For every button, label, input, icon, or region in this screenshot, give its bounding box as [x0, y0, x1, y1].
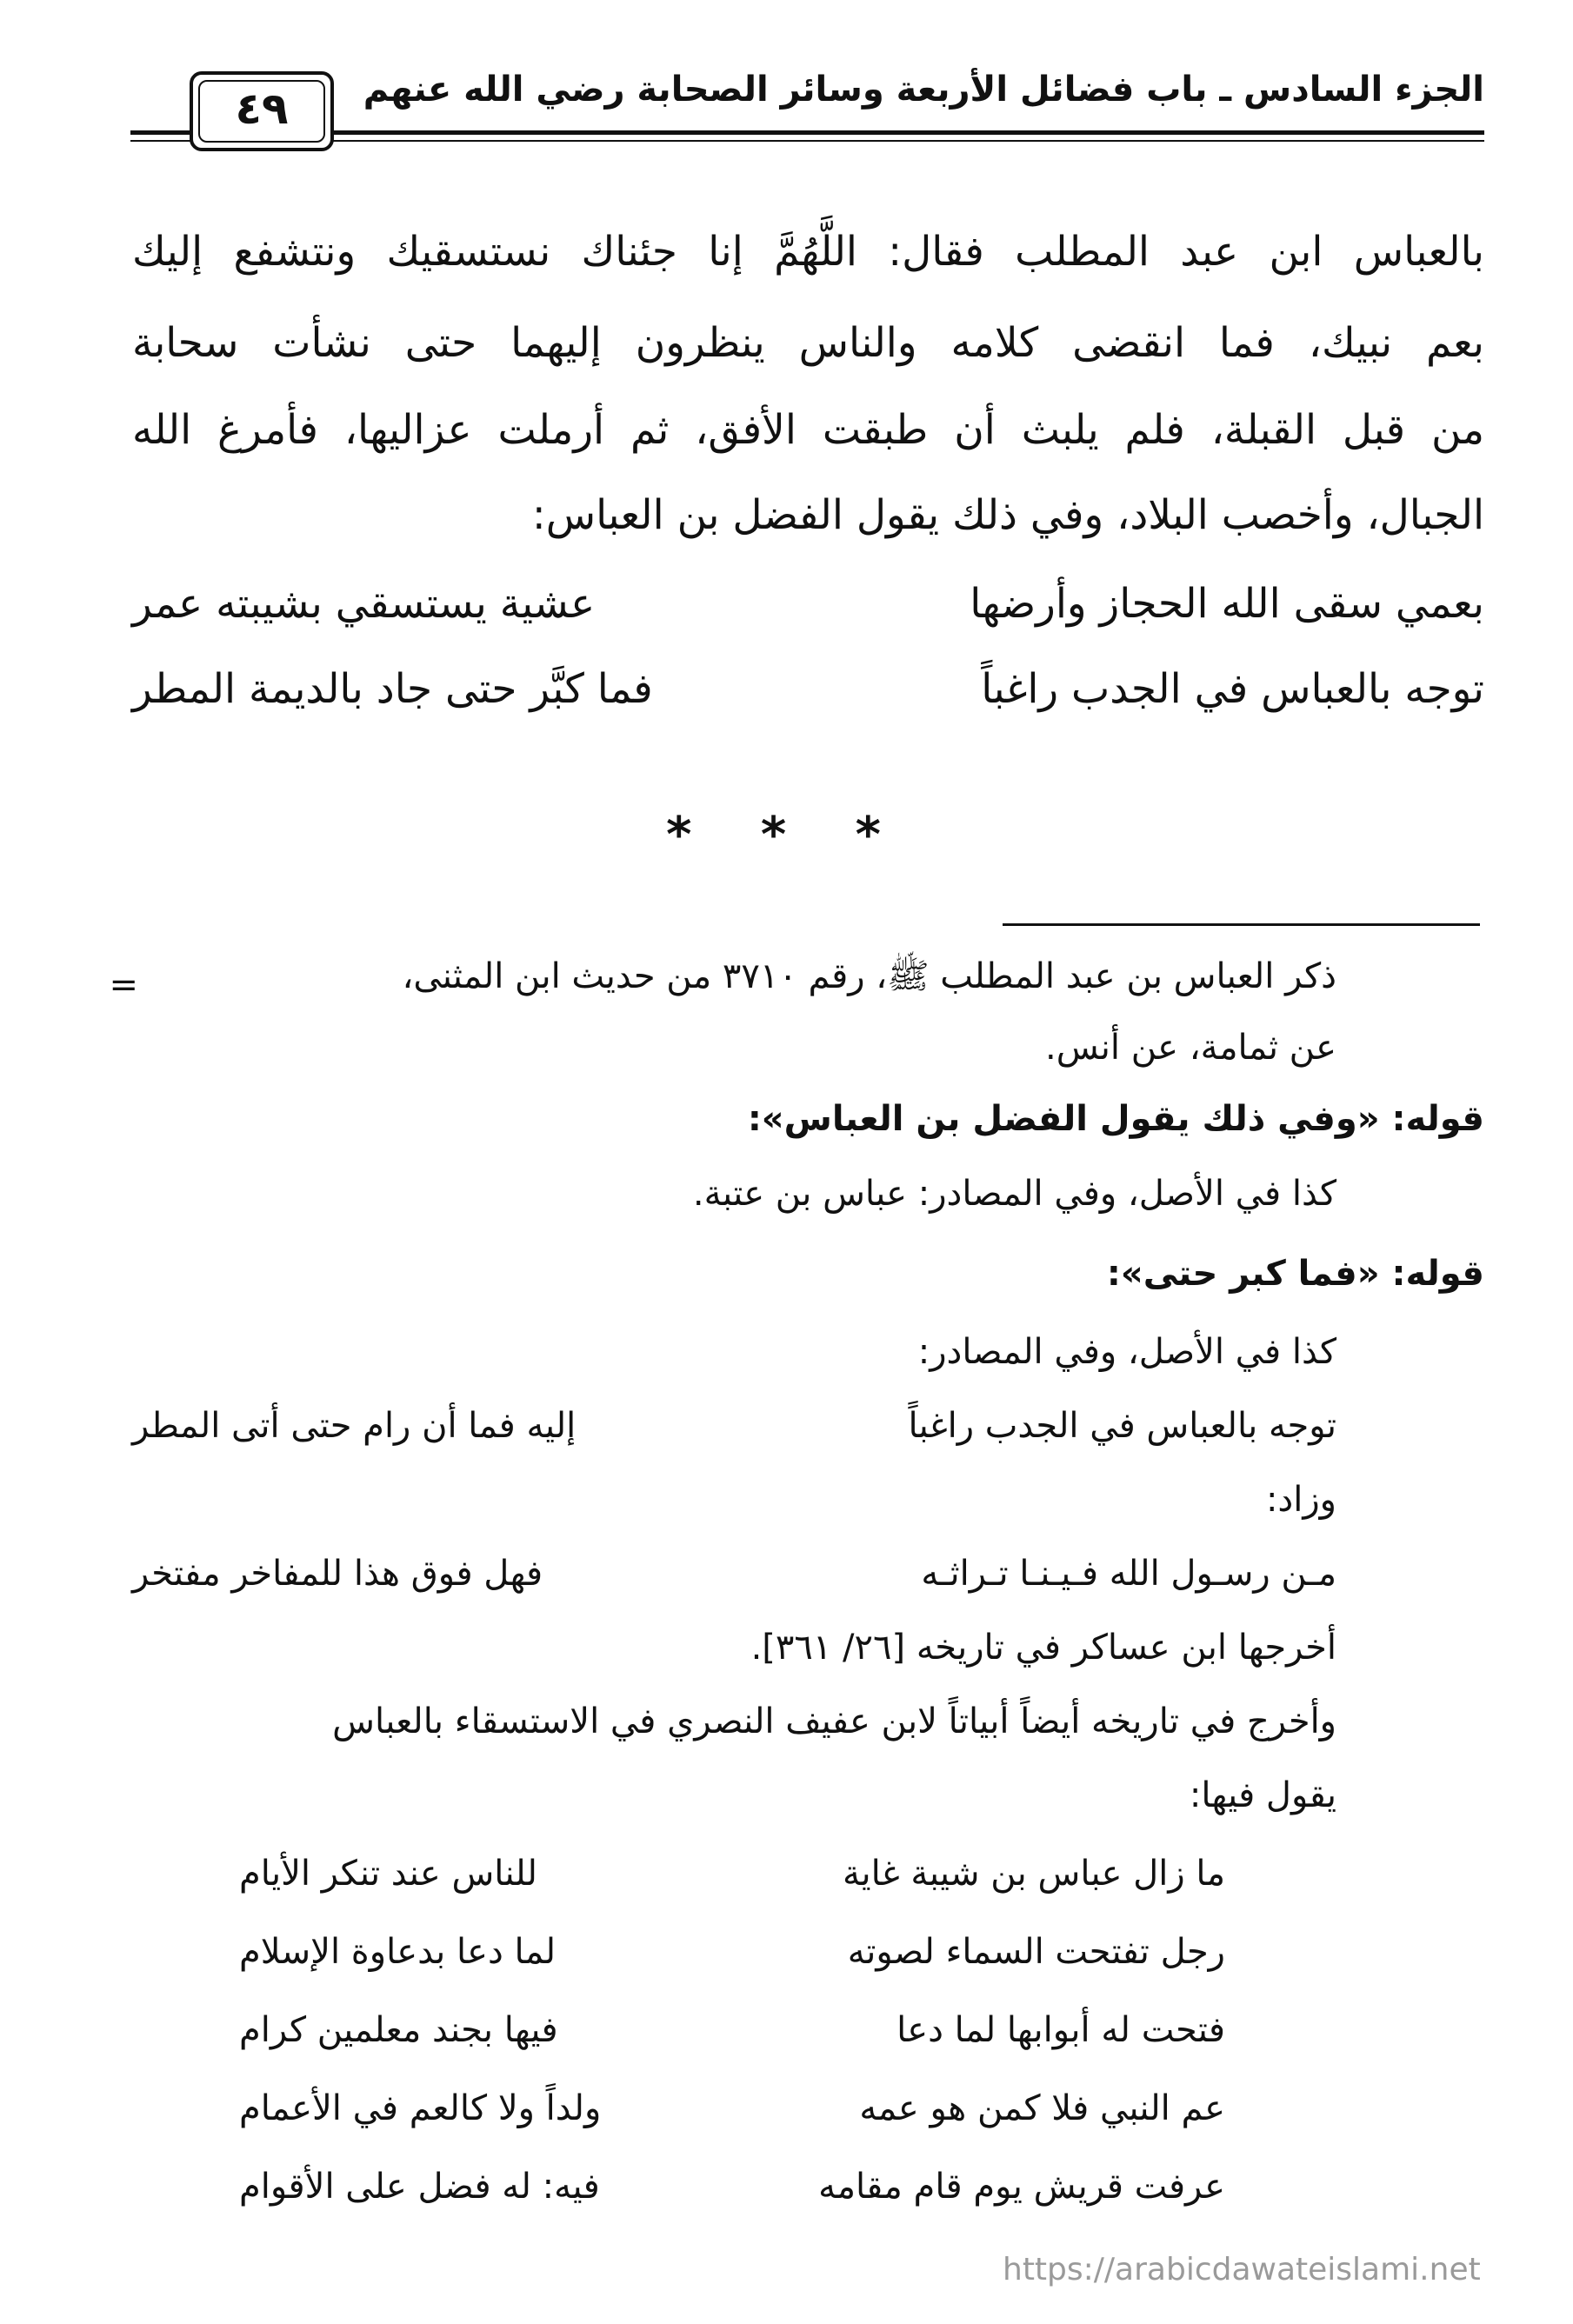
footnote-verse-b-first: مـن رسـول الله فـيـنـا تـراثـه	[921, 1554, 1336, 1594]
footnote-source: أخرجها ابن عساكر في تاريخه [٢٦/ ٣٦١].	[750, 1628, 1336, 1668]
body-line-2: بعم نبيك، فما انقضى كلامه والناس ينظرون إليهما حتى نشأت سحابة	[132, 319, 1484, 367]
footnote-also-line-2: يقول فيها:	[1189, 1775, 1336, 1815]
watermark-url: https://arabicdawateislami.net	[1003, 2252, 1481, 2287]
body-line-3: من قبل القبلة، فلم يلبث أن طبقت الأفق، ثم أرملت عزاليها، فأمرغ الله	[132, 406, 1484, 454]
section-separator: * * *	[666, 807, 907, 863]
note-2-heading: قوله: «فما كبر حتى»:	[1106, 1254, 1484, 1294]
verse-2-second: فما كبَّر حتى جاد بالديمة المطر	[132, 665, 653, 713]
footnote-verse-a-first: توجه بالعباس في الجدب راغباً	[908, 1406, 1336, 1446]
note-2-body: كذا في الأصل، وفي المصادر:	[917, 1332, 1336, 1372]
footnote-rule	[1003, 923, 1480, 926]
poem-4-second: ولداً ولا كالعم في الأعمام	[239, 2088, 602, 2128]
footnote-verse-a-second: إليه فما أن رام حتى أتى المطر	[132, 1406, 577, 1446]
continuation-mark: =	[109, 965, 138, 1005]
running-header: الجزء السادس ـ باب فضائل الأربعة وسائر الصحابة رضي الله عنهم	[363, 70, 1484, 110]
note-1-heading: قوله: «وفي ذلك يقول الفضل بن العباس»:	[747, 1099, 1484, 1139]
poem-2-second: لما دعا بدعاوة الإسلام	[239, 1932, 557, 1972]
poem-1-first: ما زال عباس بن شيبة غاية	[843, 1854, 1225, 1894]
verse-1-first: بعمي سقى الله الحجاز وأرضها	[970, 580, 1484, 628]
poem-4-first: عم النبي فلا كمن هو عمه	[859, 2088, 1225, 2128]
footnote-also-line-1: وأخرج في تاريخه أيضاً أبياتاً لابن عفيف النصري في الاستسقاء بالعباس	[332, 1701, 1336, 1741]
poem-1-second: للناس عند تنكر الأيام	[239, 1854, 537, 1894]
footnote-verse-b-second: فهل فوق هذا للمفاخر مفتخر	[132, 1554, 543, 1594]
body-line-4: الجبال، وأخصب البلاد، وفي ذلك يقول الفضل بن العباس:	[531, 491, 1484, 539]
poem-5-second: فيه: له فضل على الأقوام	[239, 2167, 600, 2207]
verse-2-first: توجه بالعباس في الجدب راغباً	[981, 665, 1484, 713]
poem-3-second: فيها بجند معلمين كرام	[239, 2010, 558, 2050]
page-number: ٤٩	[235, 83, 289, 134]
footnote-line-1: ذكر العباس بن عبد المطلب ﷺ، رقم ٣٧١٠ من حديث ابن المثنى،	[402, 956, 1336, 996]
footnote-added: وزاد:	[1265, 1480, 1336, 1520]
body-line-1: بالعباس ابن عبد المطلب فقال: اللَّهُمَّ إنا جئناك نستسقيك ونتشفع إليك	[132, 228, 1484, 276]
poem-2-first: رجل تفتحت السماء لصوته	[847, 1932, 1225, 1972]
poem-5-first: عرفت قريش يوم قام مقامه	[818, 2167, 1225, 2207]
footnote-line-2: عن ثمامة، عن أنس.	[1045, 1028, 1336, 1068]
poem-3-first: فتحت له أبوابها لما دعا	[896, 2010, 1225, 2050]
note-1-body: كذا في الأصل، وفي المصادر: عباس بن عتبة.	[692, 1174, 1336, 1214]
verse-1-second: عشية يستسقي بشيبته عمر	[132, 580, 596, 628]
page-number-frame	[190, 71, 334, 151]
